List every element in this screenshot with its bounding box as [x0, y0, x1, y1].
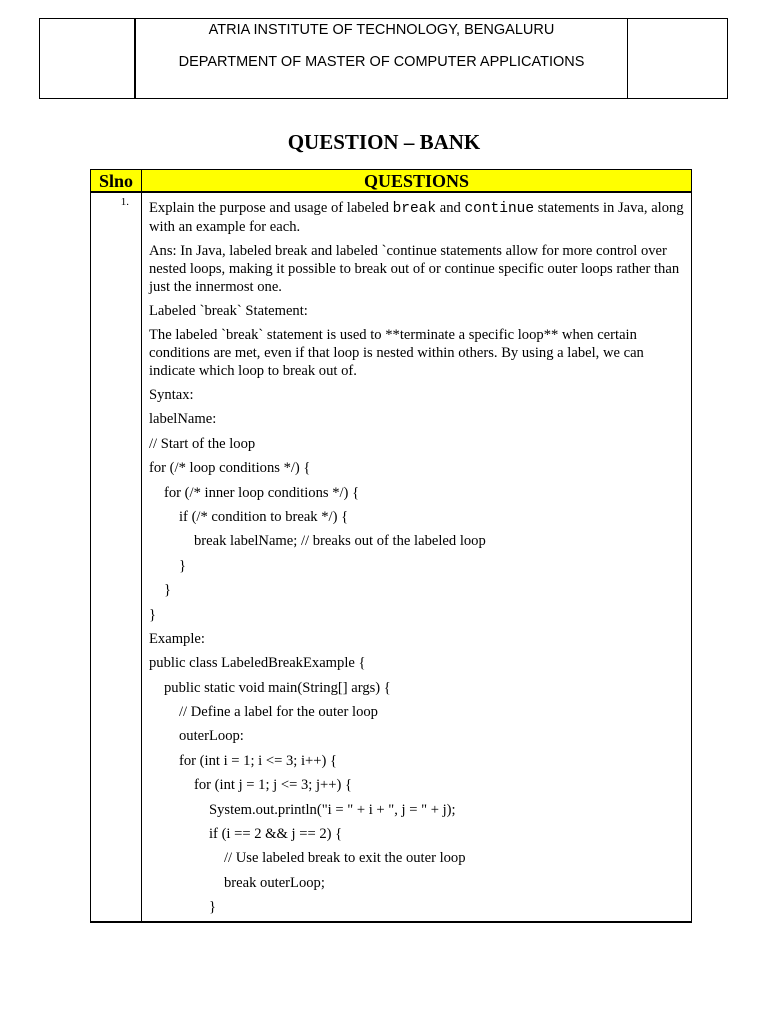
question-text — [149, 199, 685, 236]
header-center-cell — [136, 19, 628, 98]
answer-line: } — [209, 899, 217, 916]
department-name: DEPARTMENT OF MASTER OF COMPUTER APPLICATIONS — [178, 54, 585, 70]
answer-line: Syntax: — [149, 387, 194, 403]
answer-line: } — [149, 606, 157, 623]
question-text-part: Explain the purpose and usage of labeled — [149, 200, 393, 216]
answer-line: break outerLoop; — [224, 874, 325, 891]
column-header-slno: Slno — [91, 170, 142, 191]
answer-line: for (int i = 1; i <= 3; i++) { — [179, 752, 338, 769]
answer-line: break labelName; // breaks out of the labeled loop — [194, 533, 486, 550]
table-row — [91, 193, 691, 921]
answer-line: } — [164, 582, 172, 599]
page-title: QUESTION – BANK — [287, 130, 481, 154]
row-serial-number: 1. — [91, 193, 142, 921]
description-paragraph: The labeled `break` statement is used to **terminate a specific loop** when certain conditions are met, even if that loop is nested within others. By using a label, we can indicate which loop to break out of. — [149, 327, 644, 379]
header-left-cell — [40, 19, 136, 98]
question-table — [90, 169, 692, 923]
answer-line: // Use labeled break to exit the outer loop — [224, 850, 466, 867]
answer-line: if (i == 2 && j == 2) { — [209, 826, 343, 843]
answer-line: for (int j = 1; j <= 3; j++) { — [194, 777, 353, 794]
code-keyword-continue: continue — [464, 201, 535, 217]
question-cell — [142, 193, 691, 921]
question-text-part: statements in Java, along with an example for each. — [149, 200, 684, 235]
answer-line: labelName: — [149, 411, 217, 428]
header-right-cell — [628, 19, 727, 98]
answer-line: outerLoop: — [179, 728, 244, 745]
subheading: Labeled `break` Statement: — [149, 303, 308, 319]
question-text-part: and — [436, 200, 465, 216]
answer-line: System.out.println("i = " + i + ", j = " + j); — [209, 801, 456, 818]
answer-line: for (/* loop conditions */) { — [149, 460, 311, 477]
answer-line: } — [179, 557, 187, 574]
answer-line: // Start of the loop — [149, 435, 256, 452]
answer-line: for (/* inner loop conditions */) { — [164, 484, 360, 501]
institution-name: ATRIA INSTITUTE OF TECHNOLOGY, BENGALURU — [208, 22, 555, 38]
table-header-row — [91, 170, 691, 193]
answer-paragraph: Ans: In Java, labeled break and labeled `continue statements allow for more control over nested loops, making it possible to break out of or continue specific outer loops rather than just the innermost one. — [149, 243, 680, 295]
answer-line: public static void main(String[] args) { — [164, 679, 391, 696]
code-keyword-break: break — [392, 201, 437, 217]
answer-line: Example: — [149, 630, 205, 647]
answer-line: public class LabeledBreakExample { — [149, 655, 366, 672]
answer-line: // Define a label for the outer loop — [179, 704, 378, 721]
institution-header — [39, 18, 728, 99]
answer-line: if (/* condition to break */) { — [179, 508, 349, 525]
column-header-questions: QUESTIONS — [363, 171, 470, 191]
